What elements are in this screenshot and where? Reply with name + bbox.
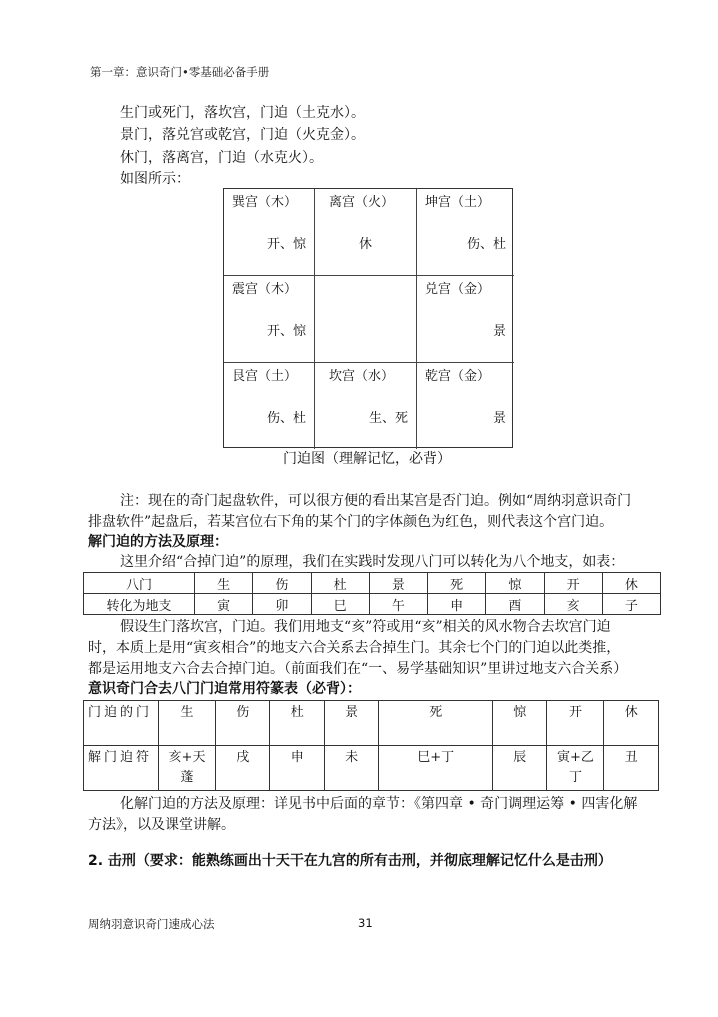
table-cell: 伤 xyxy=(216,701,270,746)
para-line: 假设生门落坎宫，门迫。我们用地支“亥”符或用“亥”相关的风水物合去坎宫门迫 xyxy=(120,619,611,635)
palace-gates: 开、惊 xyxy=(266,324,306,339)
palace-gates: 休 xyxy=(358,237,372,252)
palace-cell-zhen xyxy=(224,276,315,363)
palace-grid xyxy=(223,188,513,448)
table-cell: 亥 xyxy=(544,594,602,615)
para-line: 都是运用地支六合去合掉门迫。（前面我们在“一、易学基础知识”里讲过地支六合关系） xyxy=(88,661,628,677)
palace-gates: 伤、杜 xyxy=(266,411,306,426)
table-cell: 惊 xyxy=(486,573,544,594)
table-cell: 酉 xyxy=(486,594,544,615)
table-cell: 伤 xyxy=(253,573,311,594)
palace-gates: 生、死 xyxy=(368,411,408,426)
table-cell: 申 xyxy=(428,594,486,615)
palace-cell-dui xyxy=(417,276,514,363)
palace-gates: 开、惊 xyxy=(266,237,306,252)
grid-caption: 门迫图（理解记忆，必背） xyxy=(283,451,451,467)
table-cell: 未 xyxy=(324,746,378,791)
table-cell: 生 xyxy=(195,573,253,594)
para-line: 化解门迫的方法及原理：详见书中后面的章节：《第四章 • 奇门调理运筹 • 四害化解 xyxy=(120,796,638,812)
intro-line: 休门，落离宫，门迫（水克火）。 xyxy=(120,150,323,166)
table-row xyxy=(84,594,661,615)
palace-cell-qian xyxy=(417,363,514,449)
para-line: 时，本质上是用“寅亥相合”的地支六合关系去合掉生门。其余七个门的门迫以此类推， xyxy=(88,640,621,656)
table-cell: 门迫的门 xyxy=(84,701,159,746)
table-cell: 丑 xyxy=(604,746,659,791)
table-cell: 戌 xyxy=(216,746,270,791)
palace-name: 兑宫（金） xyxy=(425,282,491,297)
palace-name: 巽宫（木） xyxy=(232,195,298,210)
palace-cell-kan xyxy=(315,363,417,449)
table-cell: 解门迫符 xyxy=(84,746,159,791)
palace-name: 坤宫（土） xyxy=(425,195,491,210)
table-cell: 生 xyxy=(159,701,216,746)
note-line: 排盘软件”起盘后，若某宫位右下角的某个门的字体颜色为红色，则代表这个宫门迫。 xyxy=(88,514,614,530)
table-cell: 午 xyxy=(369,594,427,615)
table-cell: 景 xyxy=(369,573,427,594)
table-cell: 惊 xyxy=(493,701,547,746)
section-heading: 2. 击刑（要求：能熟练画出十天干在九宫的所有击刑，并彻底理解记忆什么是击刑） xyxy=(88,853,612,869)
palace-name: 坎宫（水） xyxy=(329,369,395,384)
table-cell: 转化为地支 xyxy=(84,594,195,615)
table-cell: 卯 xyxy=(253,594,311,615)
intro-line: 生门或死门，落坎宫，门迫（土克水）。 xyxy=(120,105,365,121)
table-row xyxy=(84,701,659,746)
palace-name: 离宫（火） xyxy=(329,195,395,210)
table-cell: 子 xyxy=(602,594,660,615)
table-cell: 八门 xyxy=(84,573,195,594)
table-cell: 开 xyxy=(547,701,604,746)
palace-cell-center xyxy=(315,276,417,363)
table-cell: 亥+天蓬 xyxy=(159,746,216,791)
palace-name: 震宫（木） xyxy=(232,282,298,297)
palace-gates: 景 xyxy=(492,411,506,426)
table-cell: 景 xyxy=(324,701,378,746)
intro-line: 景门，落兑宫或乾宫，门迫（火克金）。 xyxy=(120,127,365,143)
palace-gates: 景 xyxy=(492,324,506,339)
section-intro: 这里介绍“合掉门迫”的原理，我们在实践时发现八门可以转化为八个地支，如表： xyxy=(120,554,625,570)
talisman-table xyxy=(83,700,659,791)
table-cell: 杜 xyxy=(311,573,369,594)
palace-name: 乾宫（金） xyxy=(425,369,491,384)
table-cell: 死 xyxy=(428,573,486,594)
table-cell: 休 xyxy=(604,701,659,746)
intro-line: 如图所示： xyxy=(120,171,190,187)
palace-name: 艮宫（土） xyxy=(232,369,298,384)
palace-cell-gen xyxy=(224,363,315,449)
table-row xyxy=(84,573,661,594)
section-heading: 解门迫的方法及原理： xyxy=(88,534,228,550)
footer-title: 周纳羽意识奇门速成心法 xyxy=(88,917,215,931)
gate-branch-table xyxy=(83,572,661,615)
page-number: 31 xyxy=(358,916,373,930)
palace-cell-kun xyxy=(417,189,514,276)
running-header: 第一章：意识奇门•零基础必备手册 xyxy=(90,65,270,79)
table-cell: 开 xyxy=(544,573,602,594)
palace-cell-xun xyxy=(224,189,315,276)
table-cell: 死 xyxy=(379,701,493,746)
para-line: 方法》，以及课堂讲解。 xyxy=(88,817,235,833)
note-line: 注：现在的奇门起盘软件，可以很方便的看出某宫是否门迫。例如“周纳羽意识奇门 xyxy=(120,493,632,509)
table-cell: 寅 xyxy=(195,594,253,615)
section-heading: 意识奇门合去八门门迫常用符篆表（必背）： xyxy=(88,681,361,697)
palace-cell-li xyxy=(315,189,417,276)
palace-gates: 伤、杜 xyxy=(466,237,506,252)
table-cell: 巳+丁 xyxy=(379,746,493,791)
table-cell: 杜 xyxy=(270,701,324,746)
table-row xyxy=(84,746,659,791)
table-cell: 休 xyxy=(602,573,660,594)
table-cell: 巳 xyxy=(311,594,369,615)
table-cell: 寅+乙丁 xyxy=(547,746,604,791)
table-cell: 辰 xyxy=(493,746,547,791)
table-cell: 申 xyxy=(270,746,324,791)
